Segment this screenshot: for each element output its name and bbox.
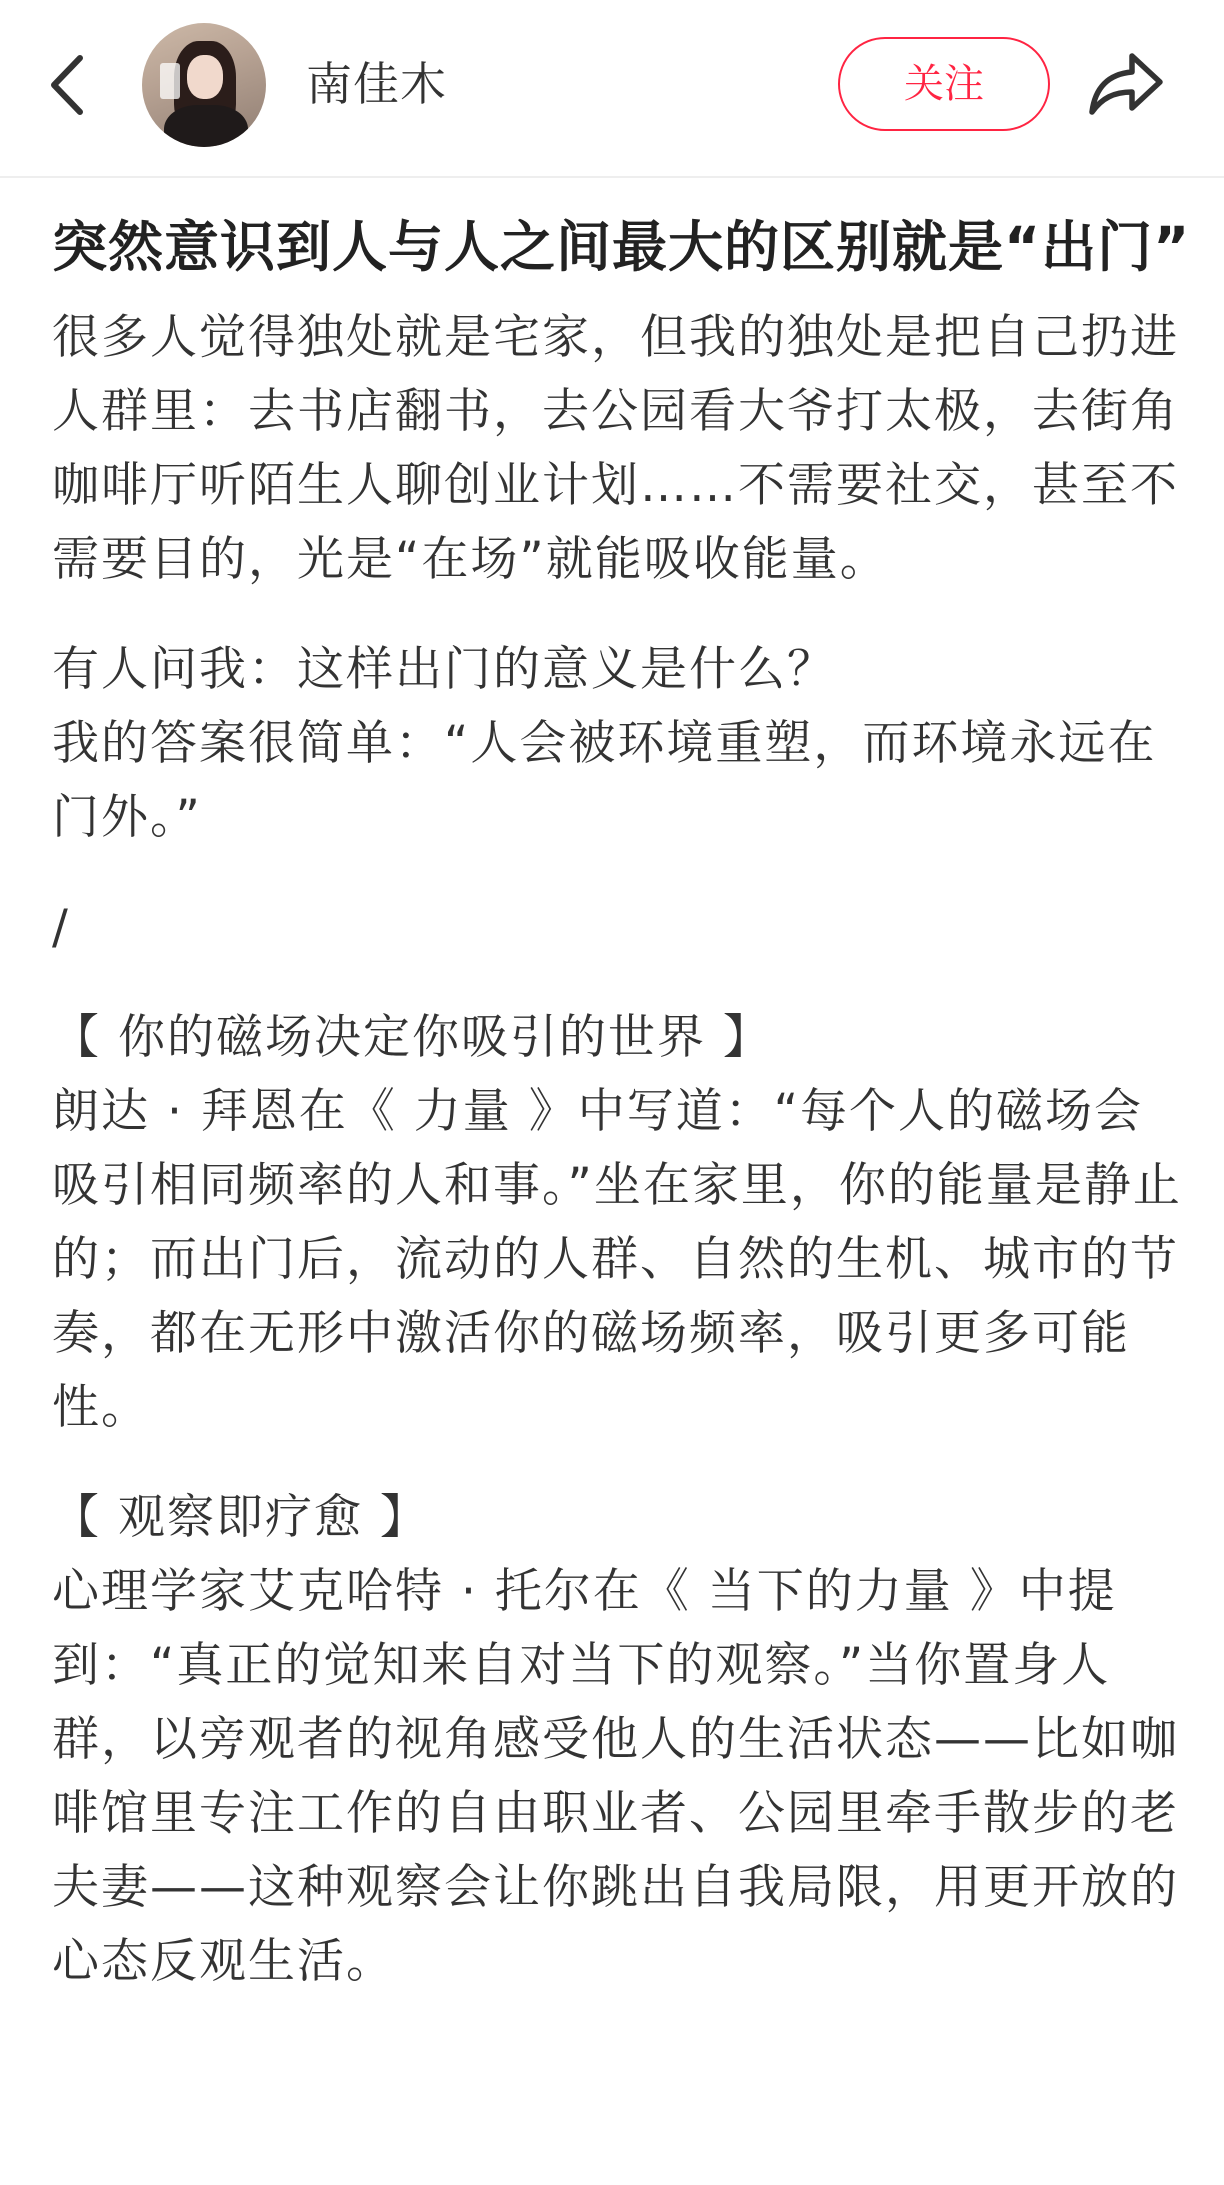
chevron-left-icon <box>44 50 94 120</box>
paragraph-intro: 很多人觉得独处就是宅家，但我的独处是把自己扔进人群里：去书店翻书，去公园看大爷打太极，去街角咖啡厅听陌生人聊创业计划……不需要社交，甚至不需要目的，光是“在场”就能吸收能量。 <box>52 310 1179 587</box>
paragraph-question: 有人问我：这样出门的意义是什么？ <box>52 642 836 697</box>
back-button[interactable] <box>44 50 94 120</box>
section-heading-magnetism: 【 你的磁场决定你吸引的世界 】 <box>52 1010 772 1065</box>
paragraph-observation: 心理学家艾克哈特 · 托尔在《 当下的力量 》中提到：“真正的觉知来自对当下的观察。”当你置身人群，以旁观者的视角感受他人的生活状态——比如咖啡馆里专注工作的自由职业者、公园里牵手散步的老夫妻——这种观察会让你跳出自我局限，用更开放的心态反观生活。 <box>52 1564 1179 1989</box>
avatar[interactable] <box>142 23 266 147</box>
follow-button[interactable]: 关注 <box>838 37 1050 131</box>
share-arrow-icon <box>1086 48 1166 120</box>
author-name[interactable]: 南佳木 <box>306 57 447 111</box>
note-content <box>52 210 1192 1999</box>
section-heading-observation: 【 观察即疗愈 】 <box>52 1490 429 1545</box>
share-button[interactable] <box>1086 48 1166 120</box>
note-title: 突然意识到人与人之间最大的区别就是“出门” <box>52 215 1191 279</box>
top-bar <box>0 0 1224 178</box>
section-divider: / <box>52 900 70 955</box>
paragraph-answer: 我的答案很简单：“人会被环境重塑，而环境永远在门外。” <box>52 716 1157 845</box>
paragraph-magnetism: 朗达 · 拜恩在《 力量 》中写道：“每个人的磁场会吸引相同频率的人和事。”坐在家里，你的能量是静止的；而出门后，流动的人群、自然的生机、城市的节奏，都在无形中激活你的磁场频率，吸引更多可能性。 <box>52 1084 1182 1435</box>
